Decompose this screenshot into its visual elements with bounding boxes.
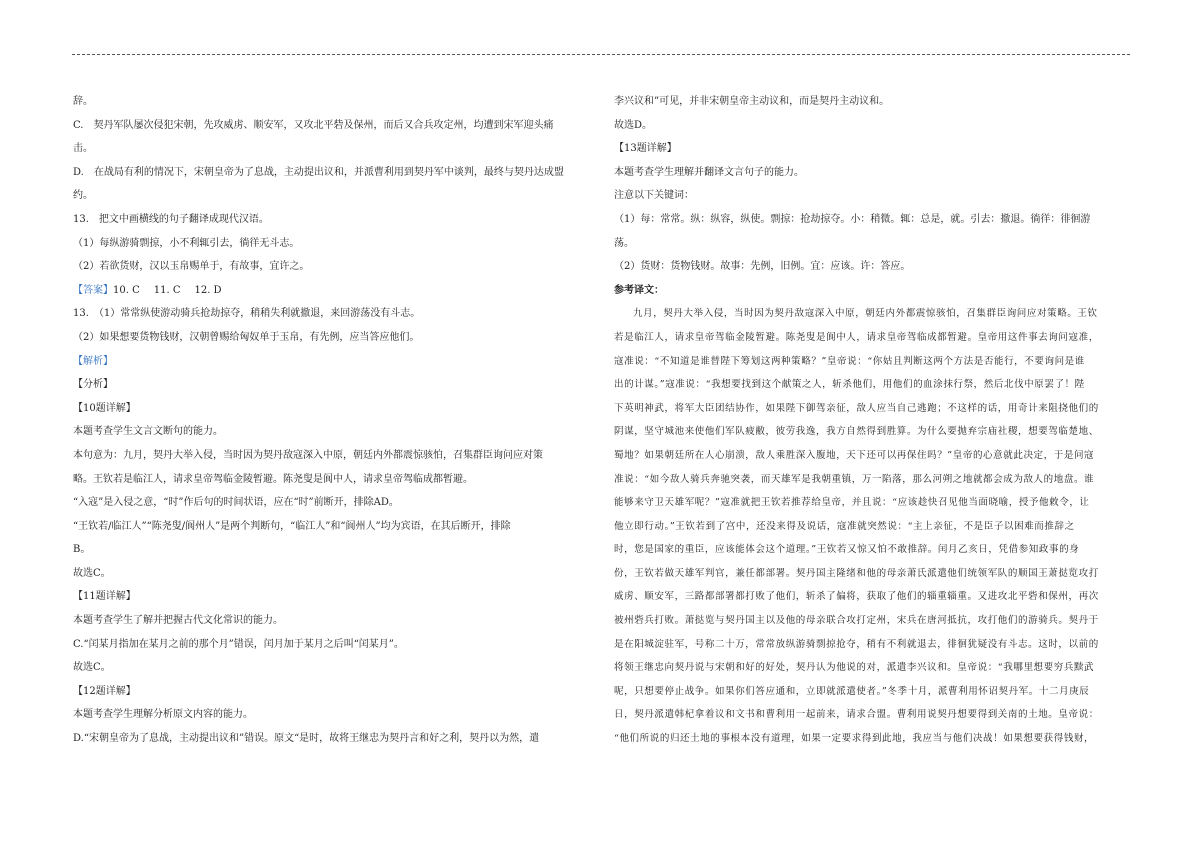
- text-line: 李兴议和”可见，并非宋朝皇帝主动议和，而是契丹主动议和。: [614, 96, 890, 107]
- q11-heading: 【11题详解】: [73, 591, 136, 603]
- translation-line: 阴谋，坚守城池来使他们军队疲敝，彼劳我逸，我方自然得到胜算。为什么要抛弃宗庙社稷，想要驾临楚地、: [614, 426, 1099, 438]
- reference-translation: [614, 302, 1128, 750]
- option-d-text: D. 在战局有利的情况下，宋朝皇帝为了息战，主动提出议和，并派曹利用到契丹军中谈判，最终与契丹达成盟: [73, 166, 564, 178]
- translation-line: 下英明神武，将军大臣团结协作，如果陛下御驾亲征，敌人应当自己逃跑；不这样的话，用奇计来阻挠他们的: [614, 402, 1099, 414]
- translation-line: 呢，只想要停止战争。如果你们答应通和，立即就派遣使者。”冬季十月，派曹利用怀诏契丹军。十二月庚辰: [614, 685, 1090, 697]
- right-column: [614, 90, 1128, 751]
- q12-heading: 【12题详解】: [73, 685, 136, 697]
- text-line: 注意以下关键词：: [614, 190, 694, 202]
- text-line: 本题考查学生理解并翻译文言句子的能力。: [614, 166, 804, 178]
- translation-line: 若是临江人，请求皇帝驾临金陵暂避。陈尧叟是阆中人，请求皇帝驾临成都暂避。皇帝用这件事去询问寇准，: [614, 331, 1099, 343]
- text-line: 约。: [73, 190, 93, 202]
- text-line: 辞。: [73, 96, 93, 107]
- text-line: 故选D。: [614, 119, 653, 131]
- q10-heading: 【10题详解】: [73, 402, 136, 414]
- answer-13-part-1: 13. （1）常常纵使游动骑兵抢劫掠夺，稍稍失利就撤退，来回游荡没有斗志。: [73, 308, 421, 320]
- text-line: “入寇”是入侵之意，“时”作后句的时间状语，应在“时”前断开，排除AD。: [73, 497, 399, 509]
- translation-line: 日，契丹派遣韩杞拿着议和文书和曹利用一起前来，请求合盟。曹利用说契丹想要得到关南的土地。皇帝说：: [614, 709, 1099, 721]
- header-rule: [72, 54, 1130, 55]
- question-13-part-2: （2）若欲货财，汉以玉帛赐单于，有故事，宜许之。: [73, 261, 310, 273]
- text-line: D.“宋朝皇帝为了息战，主动提出议和”错误。原文“是时，故将王继忠为契丹言和好之利，契丹以为然，遣: [73, 733, 540, 745]
- translation-line: 时，您是国家的重臣，应该能体会这个道理。”王钦若又惊又怕不敢推辞。闰月乙亥日，凭借参知政事的身: [614, 544, 1080, 556]
- answer-tag: 【答案】: [73, 284, 113, 296]
- answer-13-part-2: （2）如果想要货物钱财，汉朝曾赐给匈奴单于玉帛，有先例，应当答应他们。: [73, 331, 420, 343]
- translation-line: 寇准说：“不知道是谁替陛下筹划这两种策略？”皇帝说：“你姑且判断这两个方法是否能行，不要询问是谁: [614, 355, 1085, 367]
- text-line: B。: [73, 544, 91, 556]
- translation-line: 准说：“如今敌人骑兵奔驰突袭，而天雄军是我朝重镇，万一陷落，那么河朔之地就都会成为敌人的地盘。谁: [614, 473, 1095, 485]
- text-line: “王钦若/临江人”“陈尧叟/阆州人”是两个判断句，“临江人”和“阆州人”均为宾语，在其后断开，排除: [73, 520, 511, 532]
- analysis-heading: 【分析】: [73, 379, 113, 391]
- option-c-text: C. 契丹军队屡次侵犯宋朝，先攻威虏、顺安军，又攻北平砦及保州，而后又合兵攻定州，均遭到宋军迎头痛: [73, 119, 554, 131]
- answer-11: 11. C: [153, 284, 181, 296]
- text-line: （2）货财：货物钱财。故事：先例，旧例。宜：应该。许：答应。: [614, 261, 911, 273]
- analysis-tag: 【解析】: [73, 355, 113, 367]
- text-line: 故选C。: [73, 567, 111, 579]
- question-13: 13. 把文中画横线的句子翻译成现代汉语。: [73, 213, 269, 225]
- text-line: 故选C。: [73, 662, 111, 674]
- text-line: 击。: [73, 143, 93, 155]
- translation-line: 被州砦兵打败。萧挞览与契丹国主以及他的母亲联合攻打定州，宋兵在唐河抵抗，攻打他们的游骑兵。契丹于: [614, 615, 1099, 627]
- translation-line: 出的计谋。”寇准说：“我想要找到这个献策之人，斩杀他们，用他们的血涂抹行祭，然后北伐中原罢了！陛: [614, 379, 1085, 391]
- translation-line: 是在阳城淀驻军，号称二十万，常常放纵游骑剽掠抢夺，稍有不利就退去，徘徊犹疑没有斗志。这时，以前的: [614, 638, 1099, 650]
- left-column: [73, 90, 581, 751]
- text-line: C.“闰某月指加在某月之前的那个月”错误，闰月加于某月之后叫“闰某月”。: [73, 638, 404, 650]
- translation-line: 能够来守卫天雄军呢？”寇准就把王钦若推荐给皇帝，并且说：“应该趁快召见他当面晓喻，授予他敕令，让: [614, 497, 1090, 509]
- text-line: 本题考查学生文言文断句的能力。: [73, 426, 223, 438]
- text-line: 荡。: [614, 237, 634, 249]
- translation-line: 他立即行动。”王钦若到了宫中，还没来得及说话，寇准就突然说：“主上亲征，不是臣子以困难而推辞之: [614, 520, 1075, 532]
- translation-line: 蜀地？如果朝廷所在人心崩溃，敌人乘胜深入腹地，天下还可以再保住吗？”皇帝的心意就此决定，于是问寇: [614, 449, 1095, 461]
- text-line: 本题考查学生了解并把握古代文化常识的能力。: [73, 615, 283, 627]
- reference-translation-heading: 参考译文：: [614, 284, 664, 296]
- answer-12: 12. D: [194, 284, 222, 296]
- translation-line: 将领王继忠向契丹说与宋朝和好的好处，契丹认为他说的对，派遣李兴议和。皇帝说：“我哪里想要穷兵黩武: [614, 662, 1095, 674]
- translation-line: “他们所说的归还土地的事根本没有道理，如果一定要求得到此地，我应当与他们决战！如果想要获得钱财，: [614, 733, 1095, 745]
- translation-line: 九月，契丹大举入侵，当时因为契丹敌寇深入中原，朝廷内外都震惊骇怕，召集群臣询问应对策略。王钦: [633, 308, 1098, 320]
- translation-line: 份，王钦若做天雄军判官，兼任都部署。契丹国主隆绪和他的母亲萧氏派遣他们统领军队的顺国王萧挞览攻打: [614, 567, 1099, 579]
- text-line: （1）每：常常。纵：纵容，纵使。剽掠：抢劫掠夺。小：稍微。辄：总是，就。引去：撤退。徜徉：徘徊游: [614, 213, 1091, 225]
- question-13-part-1: （1）每纵游骑剽掠，小不利辄引去，徜徉无斗志。: [73, 237, 300, 249]
- text-line: 本题考查学生理解分析原文内容的能力。: [73, 709, 253, 721]
- q13-heading: 【13题详解】: [614, 143, 677, 155]
- answer-line: [73, 279, 581, 303]
- answer-10: 10. C: [113, 284, 140, 296]
- text-line: 本句意为：九月，契丹大举入侵，当时因为契丹敌寇深入中原，朝廷内外都震惊骇怕，召集群臣询问应对策: [73, 449, 543, 461]
- text-line: 略。王钦若是临江人，请求皇帝驾临金陵暂避。陈尧叟是阆中人，请求皇帝驾临成都暂避。: [73, 473, 473, 485]
- translation-line: 威虏、顺安军，三路都部署都打败了他们，斩杀了偏将，获取了他们的辎重辎重。又进攻北平砦和保州，再次: [614, 591, 1099, 603]
